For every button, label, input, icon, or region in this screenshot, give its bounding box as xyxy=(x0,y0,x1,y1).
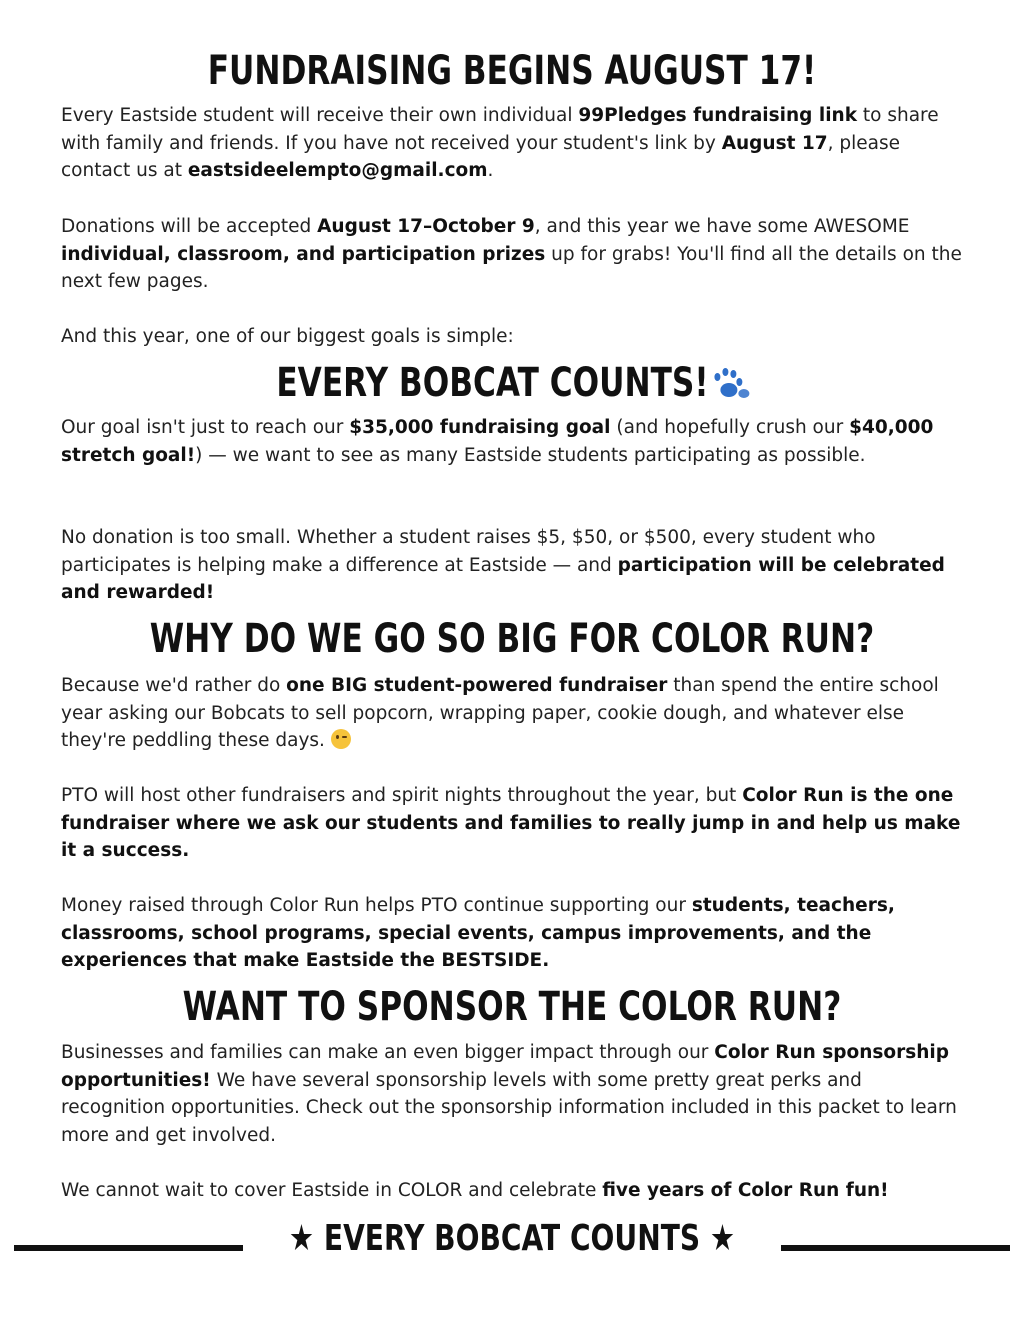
text-segment: , please contact us at xyxy=(61,132,901,182)
bold-segment: five years of Color Run fun! xyxy=(602,1180,889,1201)
text-segment: Donations will be accepted xyxy=(61,216,318,237)
text-segment: No donation is too small. Whether a student raises $5, $50, or $500, every student who participates is helping make a difference at Eastside — and xyxy=(61,527,876,576)
paw-prints-icon xyxy=(708,365,752,405)
text-segment: Because we'd rather do xyxy=(61,675,287,696)
text-segment: PTO will host other fundraisers and spirit nights throughout the year, but xyxy=(61,785,743,806)
heading-fundraising: FUNDRAISING BEGINS AUGUST 17! xyxy=(207,48,817,94)
bold-segment: one BIG student-powered fundraiser xyxy=(286,675,668,696)
bold-segment: $35,000 fundraising goal xyxy=(349,417,611,438)
paragraph-sponsorship xyxy=(61,1039,971,1150)
bold-segment: $40,000 stretch goal! xyxy=(61,417,934,466)
paragraph-fundraising-link xyxy=(61,102,971,185)
text-segment: Money raised through Color Run helps PTO continue supporting our xyxy=(61,895,692,916)
text-segment: We cannot wait to cover Eastside in COLOR and celebrate xyxy=(61,1180,603,1201)
heading-every-bobcat-counts xyxy=(113,360,912,406)
contact-email: eastsideelempto@gmail.com xyxy=(187,160,488,182)
text-segment: Businesses and families can make an even bigger impact through our xyxy=(61,1042,715,1063)
paragraph-no-donation-too-small xyxy=(61,524,971,607)
bold-segment: 99Pledges fundraising link xyxy=(578,105,858,126)
paragraph-pto-other-fundraisers xyxy=(61,782,971,865)
heading-sponsor: WANT TO SPONSOR THE COLOR RUN? xyxy=(182,984,842,1030)
text-segment: . xyxy=(487,160,494,182)
bold-segment: Color Run sponsorship opportunities! xyxy=(61,1042,949,1091)
winking-face-icon xyxy=(331,729,351,749)
paragraph-one-big-fundraiser xyxy=(61,672,971,755)
text-segment: up for grabs! You'll find all the details on the next few pages. xyxy=(61,243,962,293)
paragraph-goal-amounts xyxy=(61,414,971,469)
bold-segment: Color Run is the one fundraiser where we ask our students and families to really jump in and help us make it a success. xyxy=(61,785,961,862)
text-segment: ) — we want to see as many Eastside students participating as possible. xyxy=(195,444,866,466)
bold-segment: individual, classroom, and participation prizes xyxy=(61,243,546,265)
text-segment: (and hopefully crush our xyxy=(610,417,850,438)
bold-segment: participation will be celebrated and rewarded! xyxy=(61,554,945,604)
heading-text: EVERY BOBCAT COUNTS! xyxy=(276,360,709,406)
paragraph-goals-intro xyxy=(61,323,971,351)
bold-segment: August 17–October 9 xyxy=(317,216,535,237)
footer-rule-right xyxy=(781,1245,1010,1251)
text-segment: Every Eastside student will receive their own individual xyxy=(61,105,579,126)
text-segment: than spend the entire school year asking our Bobcats to sell popcorn, wrapping paper, cookie dough, and whatever else they're peddling these days. xyxy=(61,675,939,752)
footer-slogan: ★ EVERY BOBCAT COUNTS ★ xyxy=(288,1218,736,1259)
paragraph-money-raised xyxy=(61,892,971,975)
heading-why-go-big: WHY DO WE GO SO BIG FOR COLOR RUN? xyxy=(149,616,875,662)
text-segment: We have several sponsorship levels with some pretty great perks and recognition opportunities. Check out the sponsorship information included in this packet to learn more and get involved. xyxy=(61,1069,957,1147)
text-segment: to share with family and friends. If you have not received your student's link by xyxy=(61,105,939,154)
text-segment: Our goal isn't just to reach our xyxy=(61,417,350,438)
paragraph-closing xyxy=(61,1177,971,1205)
paragraph-donation-dates xyxy=(61,213,971,296)
text-segment: , and this year we have some AWESOME xyxy=(534,216,910,237)
bold-segment: students, teachers, classrooms, school programs, special events, campus improvements, and the experiences that make Eastside the BESTSIDE. xyxy=(61,895,895,972)
bold-segment: August 17 xyxy=(721,132,828,154)
text-segment: And this year, one of our biggest goals is simple: xyxy=(61,326,514,347)
